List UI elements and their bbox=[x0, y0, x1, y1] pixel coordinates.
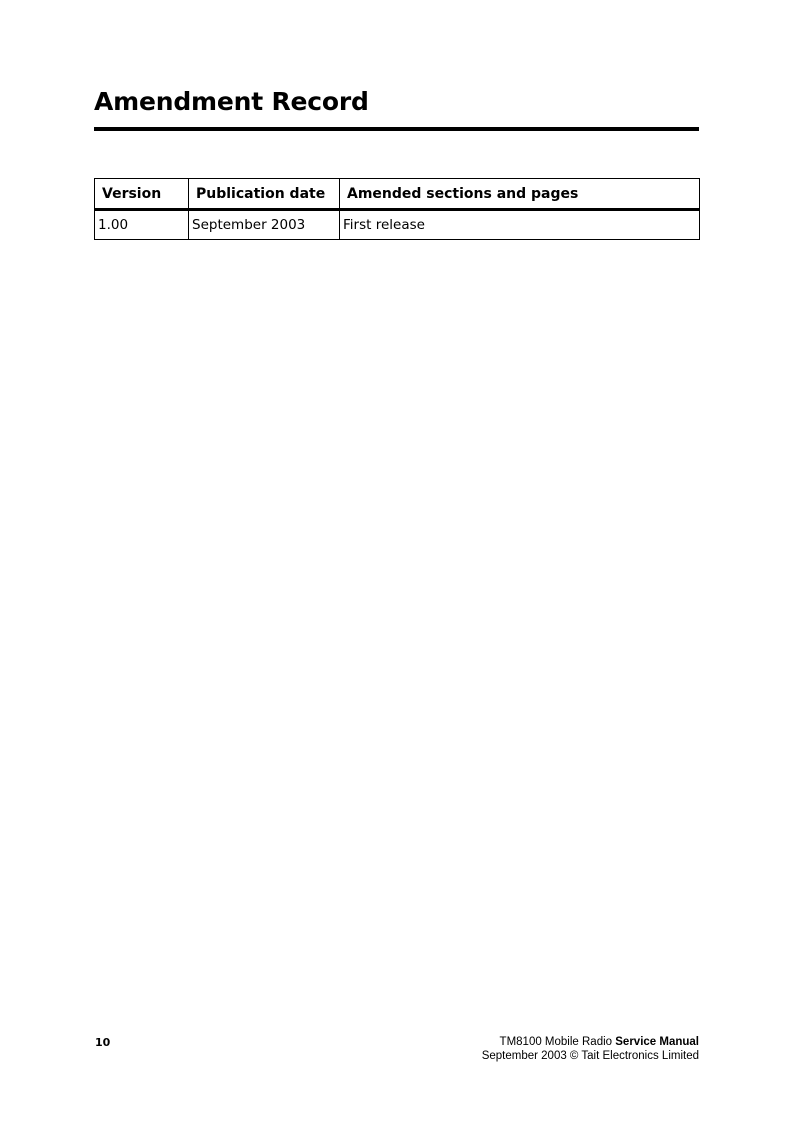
table-row bbox=[95, 210, 700, 240]
footer-copyright: September 2003 © Tait Electronics Limited bbox=[481, 1050, 699, 1062]
cell-publication-date: September 2003 bbox=[189, 210, 340, 240]
footer-manual-name: TM8100 Mobile Radio bbox=[499, 1036, 613, 1048]
footer-manual-type: Service Manual bbox=[615, 1036, 699, 1048]
table-header-row bbox=[95, 179, 700, 210]
column-header-publication-date: Publication date bbox=[189, 179, 340, 210]
column-header-version: Version bbox=[95, 179, 189, 210]
title-rule bbox=[94, 127, 699, 131]
amendment-table bbox=[94, 178, 700, 240]
footer-manual-line bbox=[482, 1035, 699, 1049]
footer-page-number: 10 bbox=[95, 1036, 111, 1049]
cell-version: 1.00 bbox=[95, 210, 189, 240]
cell-amended-sections: First release bbox=[340, 210, 700, 240]
page-title: Amendment Record bbox=[94, 87, 369, 116]
footer-info bbox=[482, 1035, 699, 1063]
column-header-amended-sections: Amended sections and pages bbox=[340, 179, 700, 210]
